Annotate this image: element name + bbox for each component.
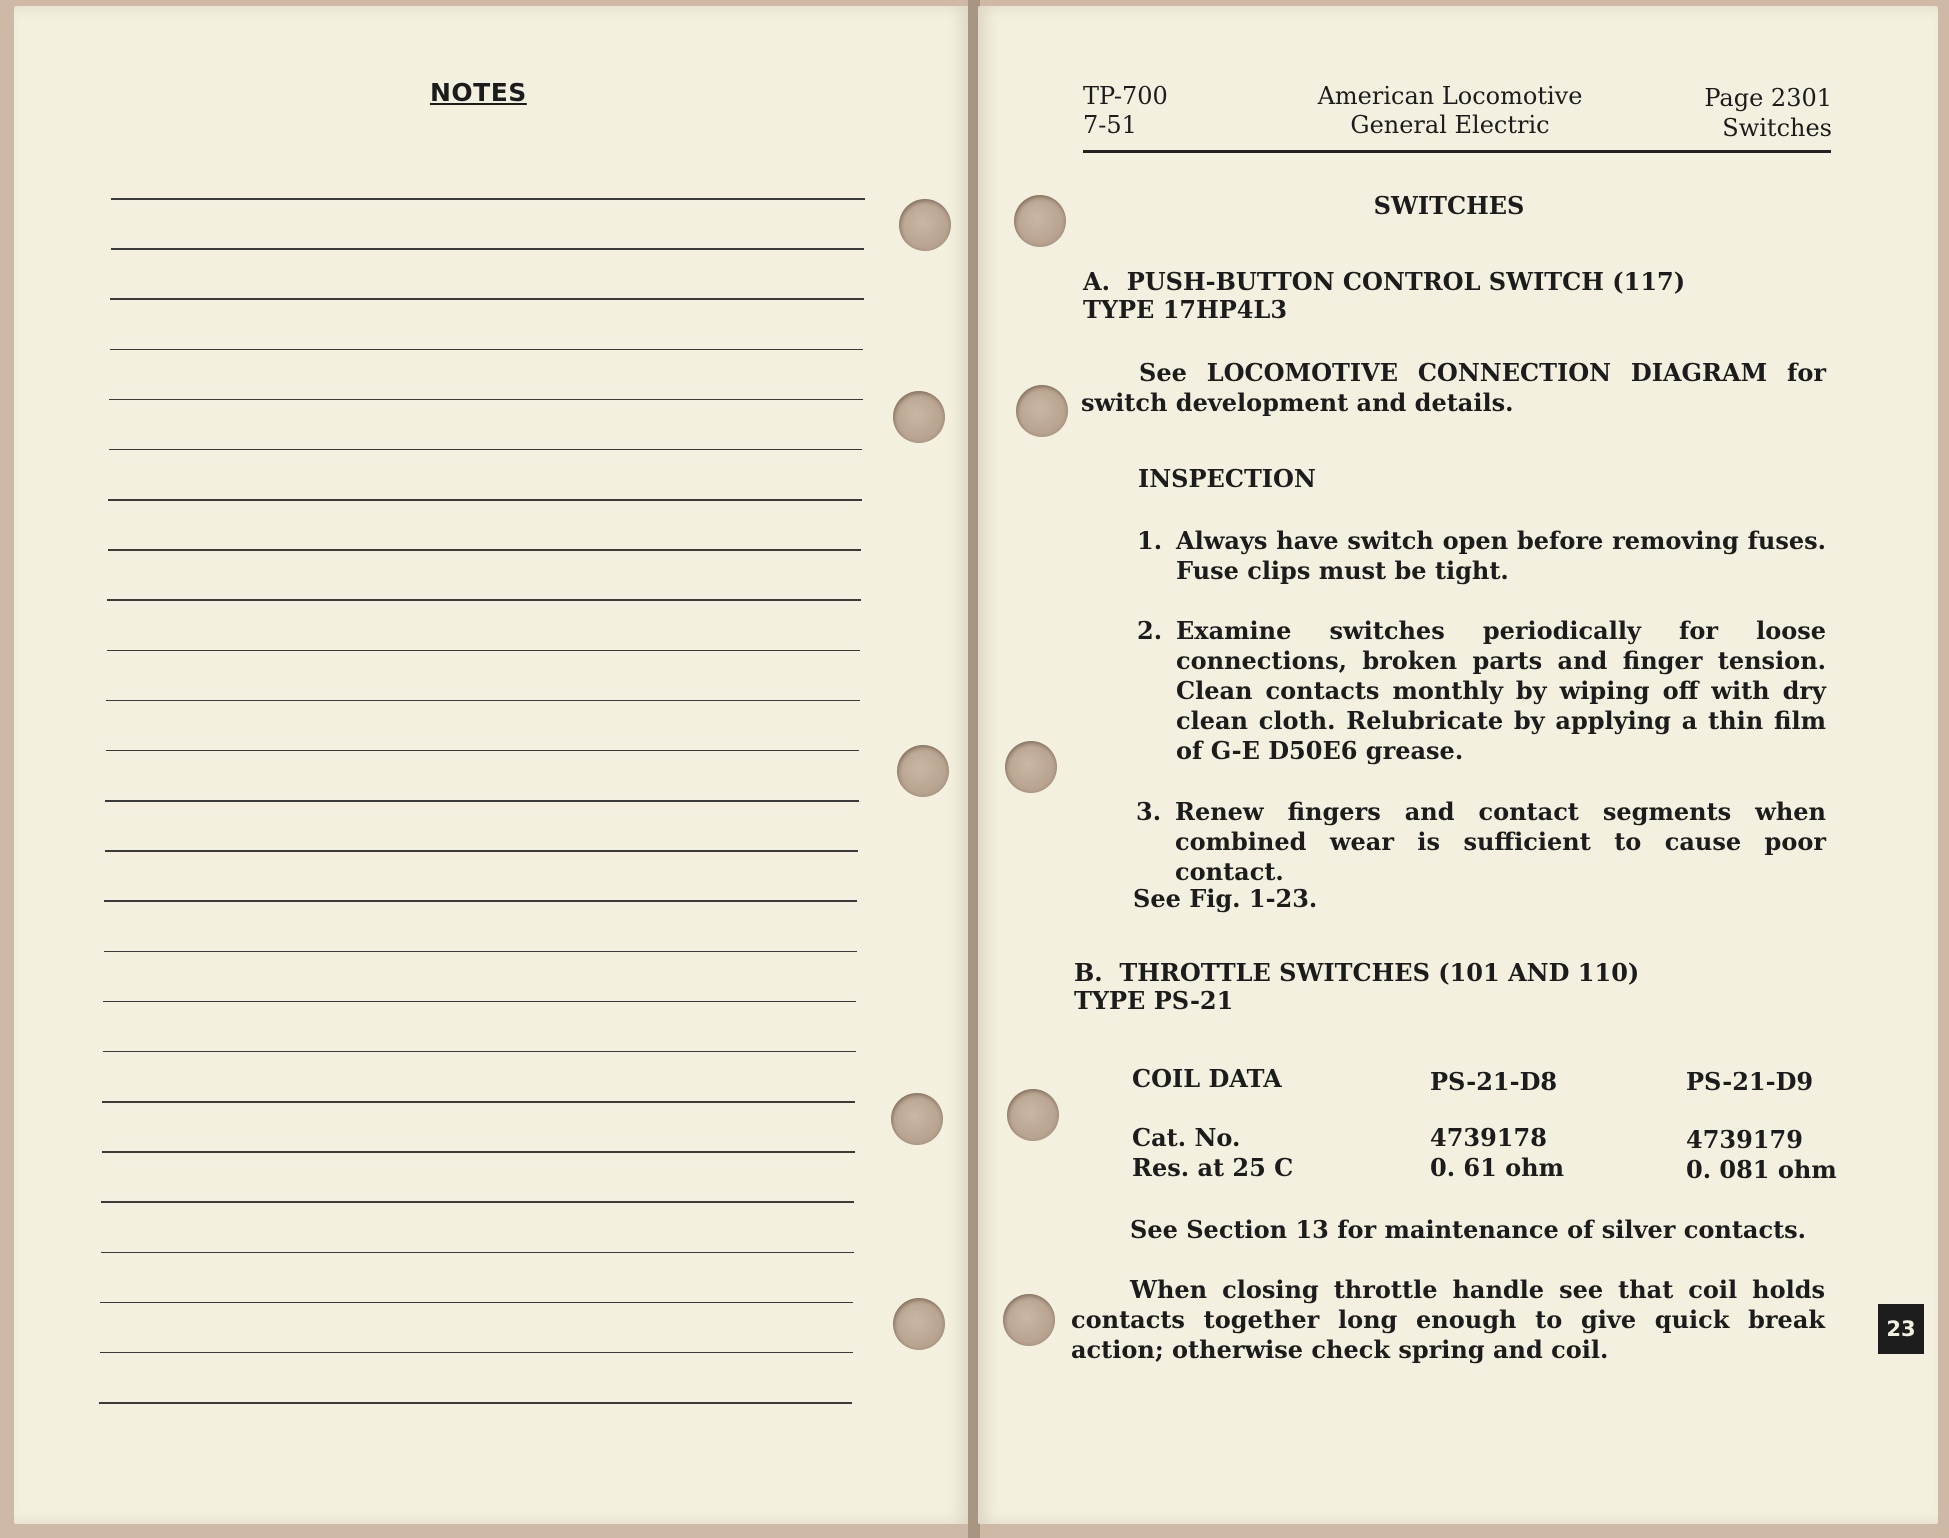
notes-ruled-line: [103, 1001, 856, 1003]
binder-hole: [1016, 385, 1068, 437]
notes-ruled-line: [109, 399, 863, 401]
coil-table-header: PS-21-D9: [1686, 1067, 1814, 1096]
list-item-number: 2.: [1137, 616, 1163, 645]
page-number-label: Page 2301: [1704, 84, 1832, 112]
notes-ruled-line: [106, 750, 860, 752]
section-a-type: TYPE 17HP4L3: [1083, 295, 1288, 324]
see-figure-reference: See Fig. 1-23.: [1133, 884, 1318, 913]
header-rule: [1083, 150, 1831, 153]
list-item-number: 1.: [1137, 526, 1163, 555]
binder-hole: [1014, 195, 1066, 247]
list-item-text: Renew fingers and contact segments when combined wear is sufficient to cause poor contact.: [1175, 797, 1826, 886]
notes-ruled-line: [102, 1101, 855, 1103]
page-title: SWITCHES: [1373, 191, 1525, 220]
section-a-heading: A. PUSH-BUTTON CONTROL SWITCH (117): [1083, 267, 1686, 296]
coil-table-cell: 4739179: [1686, 1125, 1803, 1154]
notes-ruled-line: [110, 298, 864, 300]
coil-table-header: PS-21-D8: [1430, 1067, 1558, 1096]
document-id: TP-700: [1083, 82, 1168, 110]
list-item-text: Examine switches periodically for loose connections, broken parts and finger tension. Clean contacts monthly by wiping off with dry clean cloth. Relubricate by applying a thin film of G-E D50E6 grease.: [1176, 616, 1826, 765]
notes-ruled-line: [106, 700, 860, 702]
see-section-reference: See Section 13 for maintenance of silver contacts.: [1130, 1215, 1807, 1244]
notes-ruled-line: [107, 599, 861, 601]
notes-ruled-line: [108, 499, 862, 501]
binder-hole: [897, 745, 949, 797]
closing-paragraph: When closing throttle handle see that coil holds contacts together long enough to give quick break action; otherwise check spring and coil.: [1071, 1275, 1825, 1364]
notes-page: [14, 6, 969, 1524]
notes-ruled-line: [104, 900, 857, 902]
document-date: 7-51: [1083, 111, 1137, 139]
coil-table-cell: 4739178: [1430, 1123, 1547, 1152]
section-b-type: TYPE PS-21: [1074, 986, 1234, 1015]
section-b-heading: B. THROTTLE SWITCHES (101 AND 110): [1074, 958, 1640, 987]
list-item-text: Always have switch open before removing fuses. Fuse clips must be tight.: [1176, 526, 1826, 585]
notes-ruled-line: [102, 1151, 855, 1153]
binder-hole: [893, 391, 945, 443]
company-line-1: American Locomotive: [1317, 82, 1583, 110]
notes-ruled-line: [108, 549, 862, 551]
notes-ruled-line: [110, 349, 864, 351]
section-tab-number: 23: [1878, 1304, 1924, 1354]
notes-ruled-line: [111, 198, 865, 200]
notes-title: NOTES: [430, 78, 527, 107]
coil-table-cell: Cat. No.: [1132, 1123, 1241, 1152]
coil-table-cell: 0. 081 ohm: [1686, 1155, 1837, 1184]
section-a-intro: See LOCOMOTIVE CONNECTION DIAGRAM for switch development and details.: [1081, 358, 1826, 417]
notes-ruled-line: [101, 1252, 854, 1254]
list-item-number: 3.: [1136, 797, 1162, 826]
binder-hole: [891, 1093, 943, 1145]
coil-table-header: COIL DATA: [1132, 1064, 1282, 1093]
notes-ruled-line: [111, 248, 865, 250]
section-label: Switches: [1722, 114, 1832, 142]
binder-hole: [1003, 1294, 1055, 1346]
coil-table-cell: 0. 61 ohm: [1430, 1153, 1565, 1182]
binder-hole: [893, 1298, 945, 1350]
coil-table-cell: Res. at 25 C: [1132, 1153, 1294, 1182]
notes-ruled-line: [105, 800, 859, 802]
notes-ruled-line: [101, 1201, 854, 1203]
inspection-heading: INSPECTION: [1138, 464, 1316, 493]
binder-hole: [899, 199, 951, 251]
company-line-2: General Electric: [1350, 111, 1550, 139]
binder-hole: [1007, 1089, 1059, 1141]
notes-ruled-line: [104, 951, 857, 953]
notes-ruled-line: [100, 1302, 853, 1304]
notes-ruled-line: [103, 1051, 856, 1053]
binder-hole: [1005, 741, 1057, 793]
notes-ruled-line: [107, 650, 861, 652]
notes-ruled-line: [100, 1352, 853, 1354]
notes-ruled-line: [99, 1402, 852, 1404]
notes-ruled-line: [105, 850, 858, 852]
notes-ruled-line: [109, 449, 863, 451]
